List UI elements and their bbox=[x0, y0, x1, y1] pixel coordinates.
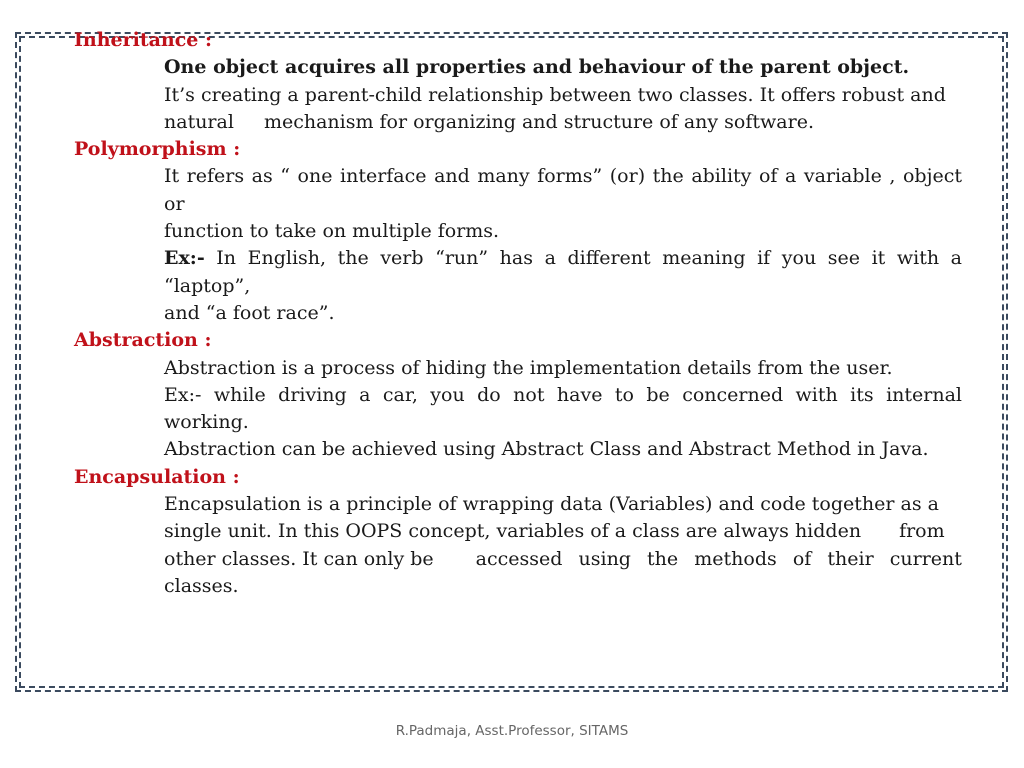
encapsulation-line-text: single unit. In this OOPS concept, variables of a class are always hidden bbox=[164, 520, 862, 543]
polymorphism-definition: It refers as “ one interface and many forms” (or) the ability of a variable , object or bbox=[164, 165, 962, 215]
abstraction-java-note: Abstraction can be achieved using Abstract Class and Abstract Method in Java. bbox=[164, 438, 929, 461]
encapsulation-definition-end: classes. bbox=[164, 574, 239, 597]
inheritance-heading: Inheritance : bbox=[74, 29, 213, 51]
spread-word: their bbox=[827, 547, 874, 570]
spread-word: using bbox=[578, 547, 631, 570]
spread-word: methods bbox=[694, 547, 777, 570]
spread-word: current bbox=[889, 547, 962, 570]
inheritance-description-line: It’s creating a parent-child relationship between two classes. It offers robust and bbox=[164, 83, 946, 106]
encapsulation-definition-line bbox=[74, 546, 962, 573]
encapsulation-spread-words bbox=[476, 546, 962, 573]
spread-word: the bbox=[647, 547, 679, 570]
slide-content bbox=[74, 27, 962, 600]
encapsulation-heading: Encapsulation : bbox=[74, 465, 240, 488]
footer-credit: R.Padmaja, Asst.Professor, SITAMS bbox=[395, 723, 629, 739]
inheritance-word-natural: natural bbox=[164, 110, 234, 133]
encapsulation-definition-line bbox=[74, 518, 962, 545]
polymorphism-example bbox=[74, 245, 962, 300]
inheritance-definition: One object acquires all properties and behaviour of the parent object. bbox=[164, 56, 910, 79]
encapsulation-word-from: from bbox=[899, 520, 945, 543]
abstraction-example: Ex:- while driving a car, you do not have to be concerned with its internal working. bbox=[164, 383, 962, 434]
polymorphism-heading: Polymorphism : bbox=[74, 138, 241, 161]
abstraction-heading: Abstraction : bbox=[74, 329, 212, 352]
abstraction-definition: Abstraction is a process of hiding the implementation details from the user. bbox=[164, 356, 893, 379]
spread-word: of bbox=[792, 547, 812, 570]
example-label: Ex:- bbox=[164, 247, 205, 270]
polymorphism-definition-cont: function to take on multiple forms. bbox=[164, 220, 500, 243]
inheritance-description-line bbox=[74, 109, 962, 136]
inheritance-description-tail: mechanism for organizing and structure of any software. bbox=[263, 110, 814, 133]
polymorphism-example-cont: and “a foot race”. bbox=[164, 301, 335, 324]
encapsulation-definition: Encapsulation is a principle of wrapping data (Variables) and code together as a bbox=[164, 493, 939, 516]
spread-word: accessed bbox=[475, 547, 563, 570]
encapsulation-line-start: other classes. It can only be bbox=[164, 547, 434, 570]
example-text: In English, the verb “run” has a different meaning if you see it with a “laptop”, bbox=[164, 247, 962, 297]
